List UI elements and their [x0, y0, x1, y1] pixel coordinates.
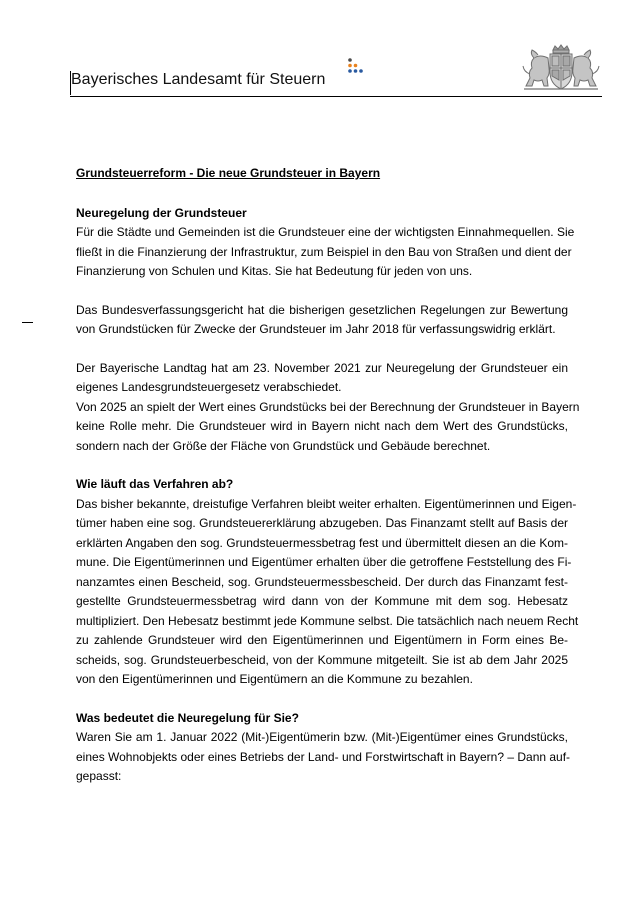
text-line: multipliziert. Den Hebesatz bestimmt jede Kommune selbst. Die tatsächlich nach neuem Recht — [76, 613, 579, 628]
text-line: Für die Städte und Gemeinden ist die Grundsteuer eine der wichtigsten Einnahmequellen. Sie — [76, 225, 575, 239]
text-line: Der Bayerische Landtag hat am 23. November 2021 zur Neuregelung der Grundsteuer ein — [76, 360, 568, 375]
text-line: gestellte Grundsteuermessbetrag wird dann von der Kommune mit dem sog. Hebesatz — [76, 594, 568, 608]
text-line: von den Eigentümerinnen und Eigentümern an die Kommune zu bezahlen. — [76, 672, 473, 686]
paragraph — [76, 728, 571, 787]
text-line: tümer haben eine sog. Grundsteuererklärung abzugeben. Das Finanzamt stellt auf Basis der — [76, 516, 568, 530]
paragraph — [76, 495, 579, 690]
document-title: Grundsteuerreform - Die neue Grundsteuer in Bayern — [76, 166, 381, 180]
agency-name: Bayerisches Landesamt für Steuern — [71, 71, 326, 88]
text-line: Das bisher bekannte, dreistufige Verfahren bleibt weiter erhalten. Eigentümerinnen und Eigen- — [76, 496, 577, 511]
text-line: zu zahlende Grundsteuer wird den Eigentümerinnen und Eigentümern in Form eines Be- — [76, 633, 568, 647]
bavarian-coat-of-arms-icon — [520, 44, 602, 92]
paragraph — [76, 301, 568, 340]
text-line: Das Bundesverfassungsgericht hat die bisherigen gesetzlichen Regelungen zur Bewertung — [76, 302, 568, 317]
logo-dot — [359, 69, 363, 73]
margin-mark — [22, 322, 33, 323]
text-line: Finanzierung von Schulen und Kitas. Sie hat Bedeutung für jeden von uns. — [76, 264, 473, 278]
logo-dot — [354, 69, 358, 73]
text-line: erklärten Angaben den sog. Grundsteuermessbetrag fest und übermittelt diesen an die Kom- — [76, 535, 568, 550]
text-line: keine Rolle mehr. Die Grundsteuer wird in Bayern nicht nach dem Wert des Grundstücks, — [76, 419, 568, 433]
text-line: von Grundstücken für Zwecke der Grundsteuer im Jahr 2018 für verfassungswidrig erklärt. — [76, 322, 556, 336]
document-body — [76, 164, 580, 787]
paragraph — [76, 223, 575, 282]
text-line: sondern nach der Größe der Fläche von Grundstück und Gebäude berechnet. — [76, 438, 491, 453]
paragraph — [76, 359, 580, 457]
section-heading: Wie läuft das Verfahren ab? — [76, 477, 234, 491]
logo-dot — [348, 64, 352, 68]
logo-dot — [348, 69, 352, 73]
header-rule — [70, 96, 602, 97]
section-heading: Was bedeutet die Neuregelung für Sie? — [76, 710, 299, 725]
logo-dot — [354, 64, 358, 68]
text-line: eines Wohnobjekts oder eines Betriebs der Land- und Forstwirtschaft in Bayern? – Dann auf- — [76, 749, 571, 764]
text-line: mune. Die Eigentümerinnen und Eigentümer erhalten über die getroffene Feststellung des Fi- — [76, 555, 572, 569]
text-line: gepasst: — [76, 769, 122, 783]
section-heading: Neuregelung der Grundsteuer — [76, 205, 247, 220]
text-line: Von 2025 an spielt der Wert eines Grundstücks bei der Berechnung der Grundsteuer in Bayern — [76, 399, 580, 414]
text-line: nanzamtes einen Bescheid, sog. Grundsteuermessbescheid. Der durch das Finanzamt fest- — [76, 574, 568, 589]
text-line: Waren Sie am 1. Januar 2022 (Mit-)Eigentümerin bzw. (Mit-)Eigentümer eines Grundstücks, — [76, 730, 568, 744]
logo-dot — [348, 58, 352, 62]
text-line: scheids, sog. Grundsteuerbescheid, von der Kommune mitgeteilt. Sie ist ab dem Jahr 2025 — [76, 652, 568, 667]
agency-logo-dots-icon — [347, 57, 367, 77]
text-line: fließt in die Finanzierung der Infrastruktur, zum Beispiel in den Bau von Straßen und dient der — [76, 244, 572, 259]
text-line: eigenes Landesgrundsteuergesetz verabschiedet. — [76, 380, 342, 394]
